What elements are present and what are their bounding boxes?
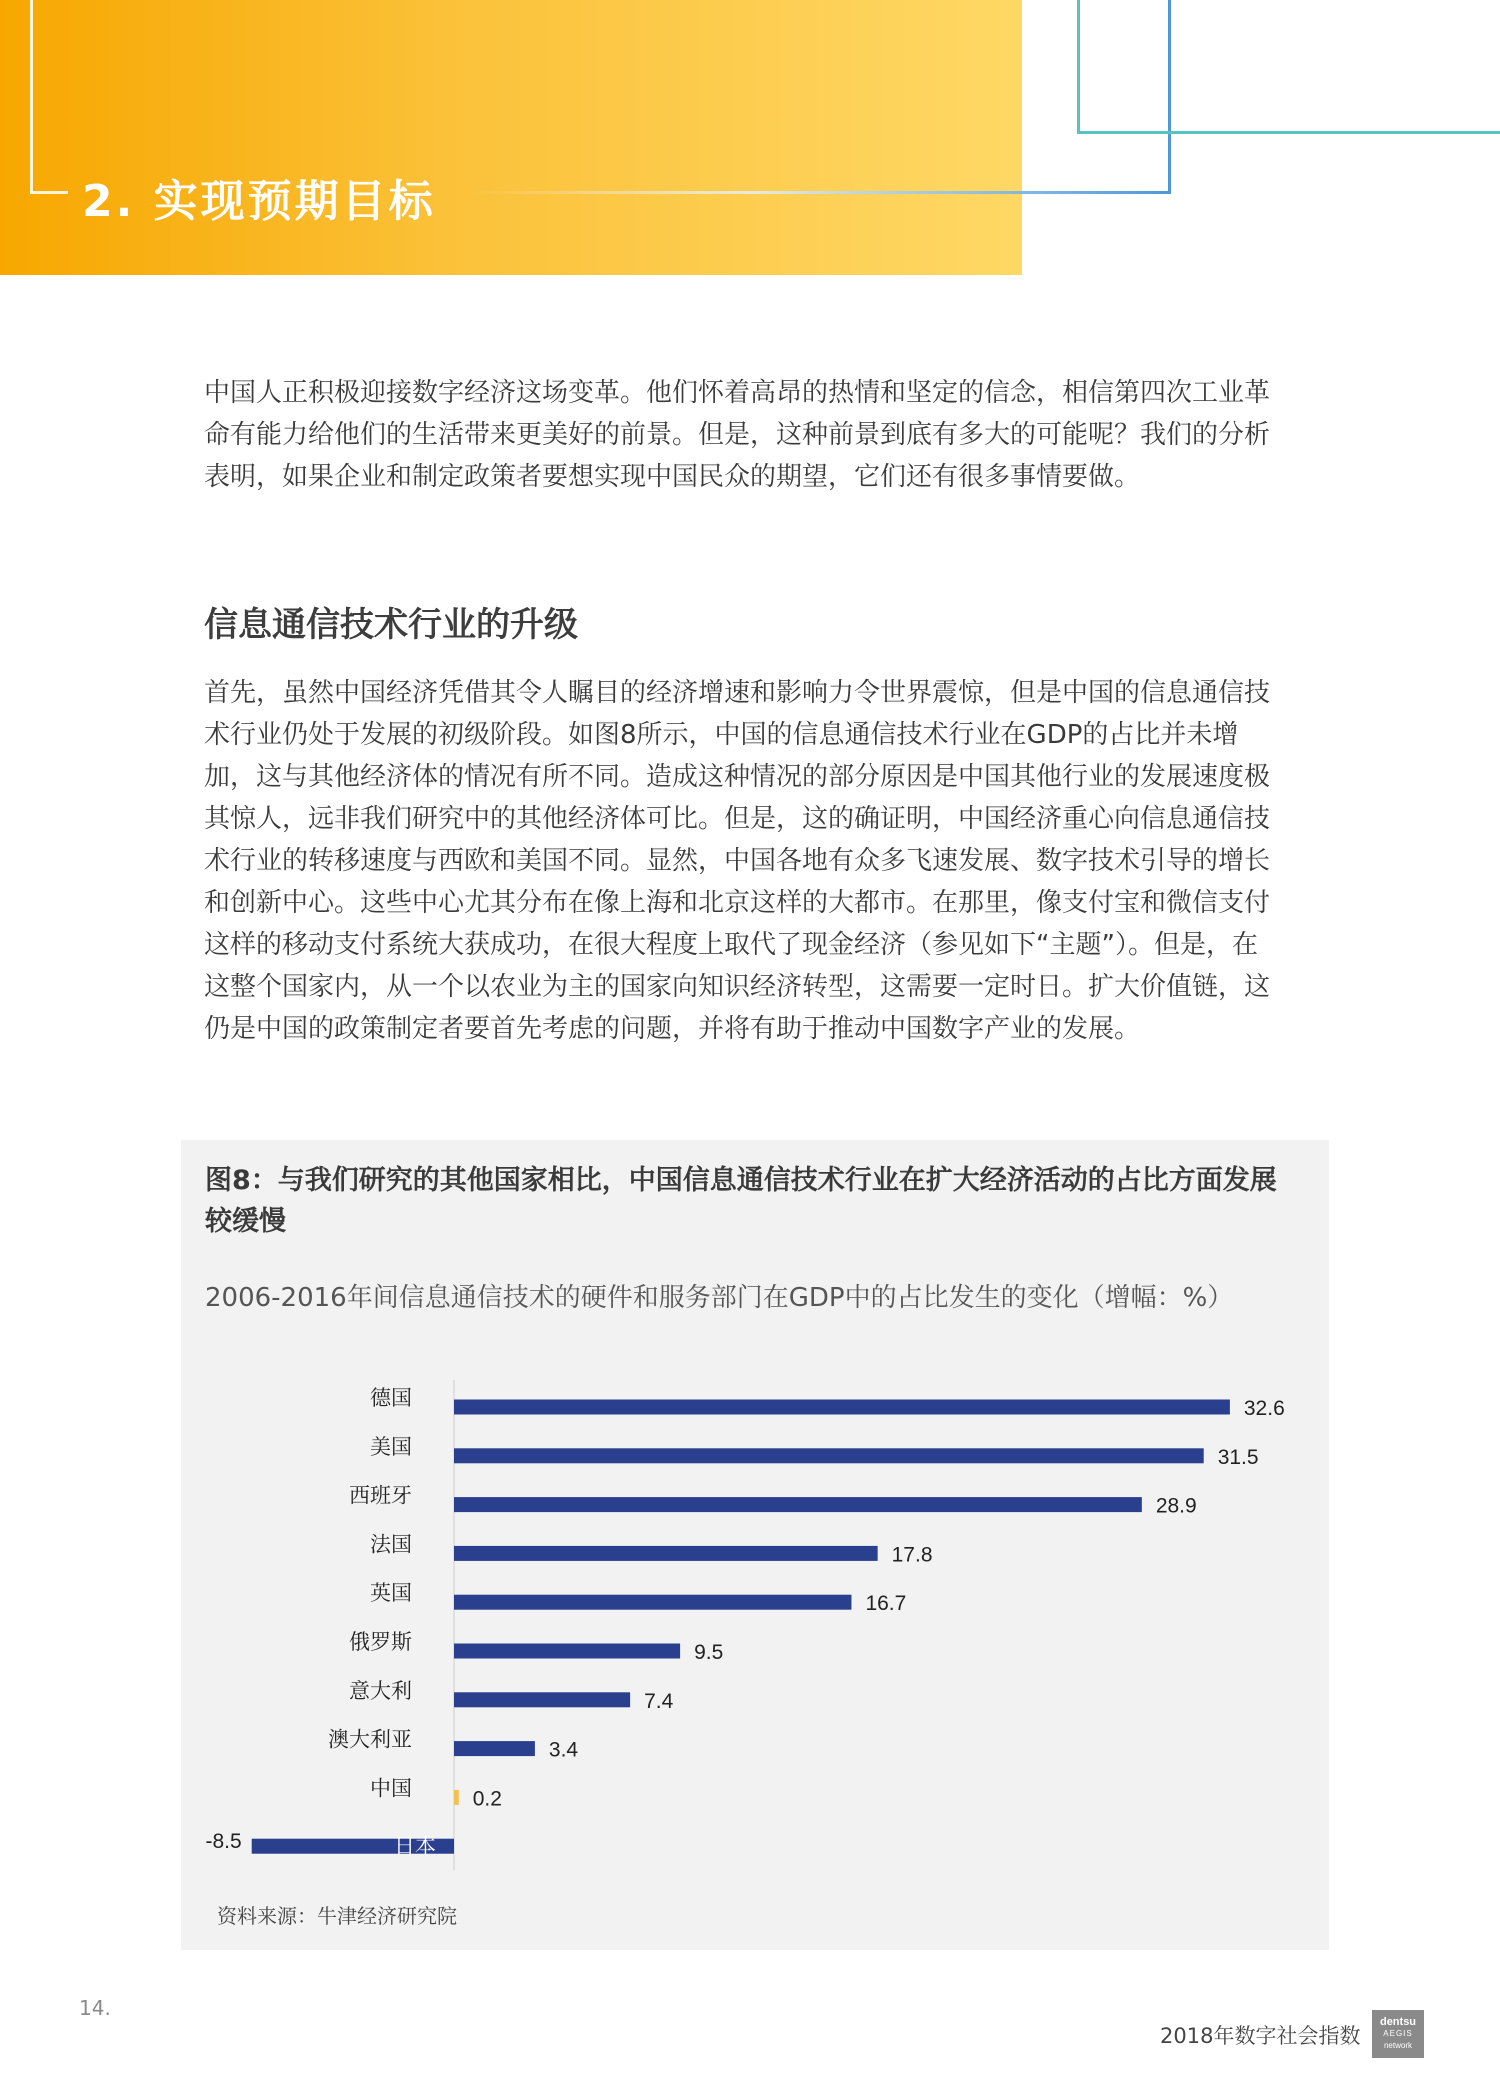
value-label: 9.5 bbox=[694, 1641, 724, 1664]
value-label: 16.7 bbox=[865, 1592, 907, 1616]
value-label: 32.6 bbox=[1243, 1397, 1285, 1420]
decorative-line bbox=[470, 191, 1170, 194]
bar bbox=[454, 1546, 878, 1561]
category-label: 西班牙 bbox=[349, 1483, 412, 1508]
category-label: 美国 bbox=[370, 1434, 412, 1459]
category-label: 英国 bbox=[370, 1581, 412, 1606]
value-label: -8.5 bbox=[205, 1830, 242, 1854]
category-label: 法国 bbox=[370, 1532, 412, 1557]
header-banner bbox=[0, 0, 1022, 275]
subheading: 信息通信技术行业的升级 bbox=[204, 605, 578, 645]
bar bbox=[454, 1497, 1142, 1512]
bar bbox=[454, 1448, 1204, 1463]
intro-paragraph: 中国人正积极迎接数字经济这场变革。他们怀着高昂的热情和坚定的信念，相信第四次工业革命有能力给他们的生活带来更美好的前景。但是，这种前景到底有多大的可能呢？我们的分析表明，如果企业和制定政策者要想实现中国民众的期望，它们还有很多事情要做。 bbox=[204, 378, 1271, 492]
decorative-line bbox=[1077, 0, 1080, 134]
decorative-line bbox=[30, 0, 33, 193]
decorative-line bbox=[30, 191, 68, 194]
category-label: 中国 bbox=[370, 1776, 412, 1801]
decorative-line bbox=[1168, 0, 1171, 194]
category-label: 意大利 bbox=[349, 1678, 412, 1703]
dentsu-aegis-logo bbox=[1372, 2010, 1424, 2058]
figure-subtitle: 2006-2016年间信息通信技术的硬件和服务部门在GDP中的占比发生的变化（增幅：%） bbox=[205, 1283, 1234, 1313]
body-paragraph: 首先，虽然中国经济凭借其令人瞩目的经济增速和影响力令世界震惊，但是中国的信息通信技术行业仍处于发展的初级阶段。如图8所示，中国的信息通信技术行业在GDP的占比并未增加，这与其他经济体的情况有所不同。造成这种情况的部分原因是中国其他行业的发展速度极其惊人，远非我们研究中的其他经济体可比。但是，这的确证明，中国经济重心向信息通信技术行业的转移速度与西欧和美国不同。显然，中国各地有众多飞速发展、数字技术引导的增长和创新中心。这些中心尤其分布在像上海和北京这样的大都市。在那里，像支付宝和微信支付这样的移动支付系统大获成功，在很大程度上取代了现金经济（参见如下“主题”）。但是，在这整个国家内，从一个以农业为主的国家向知识经济转型，这需要一定时日。扩大价值链，这仍是中国的政策制定者要首先考虑的问题，并将有助于推动中国数字产业的发展。 bbox=[204, 678, 1271, 1044]
bar bbox=[454, 1400, 1230, 1415]
bar-chart bbox=[181, 1350, 1329, 1890]
figure-panel bbox=[181, 1140, 1329, 1950]
bar bbox=[454, 1790, 459, 1805]
section-title: 2. 实现预期目标 bbox=[82, 176, 436, 227]
category-label: 俄罗斯 bbox=[349, 1630, 412, 1654]
decorative-line bbox=[1077, 131, 1500, 134]
category-label: 日本 bbox=[394, 1834, 436, 1859]
logo-text: dentsu bbox=[1379, 2016, 1417, 2028]
value-label: 31.5 bbox=[1217, 1445, 1259, 1469]
bar bbox=[454, 1644, 680, 1659]
category-label: 澳大利亚 bbox=[328, 1727, 412, 1752]
figure-title: 图8：与我们研究的其他国家相比，中国信息通信技术行业在扩大经济活动的占比方面发展较缓慢 bbox=[205, 1165, 1277, 1237]
report-title: 2018年数字社会指数 bbox=[1160, 2024, 1361, 2048]
bar bbox=[454, 1595, 851, 1610]
logo-text: AEGIS bbox=[1383, 2029, 1413, 2038]
value-label: 3.4 bbox=[548, 1738, 579, 1762]
bar bbox=[454, 1692, 630, 1707]
source-note: 资料来源：牛津经济研究院 bbox=[217, 1904, 457, 1928]
value-label: 0.2 bbox=[472, 1787, 502, 1811]
value-label: 7.4 bbox=[644, 1689, 674, 1713]
page-number: 14. bbox=[79, 1996, 111, 2020]
bar bbox=[454, 1741, 535, 1756]
value-label: 28.9 bbox=[1155, 1494, 1197, 1518]
category-label: 德国 bbox=[370, 1386, 412, 1410]
logo-text: network bbox=[1383, 2041, 1412, 2050]
value-label: 17.8 bbox=[891, 1543, 933, 1567]
